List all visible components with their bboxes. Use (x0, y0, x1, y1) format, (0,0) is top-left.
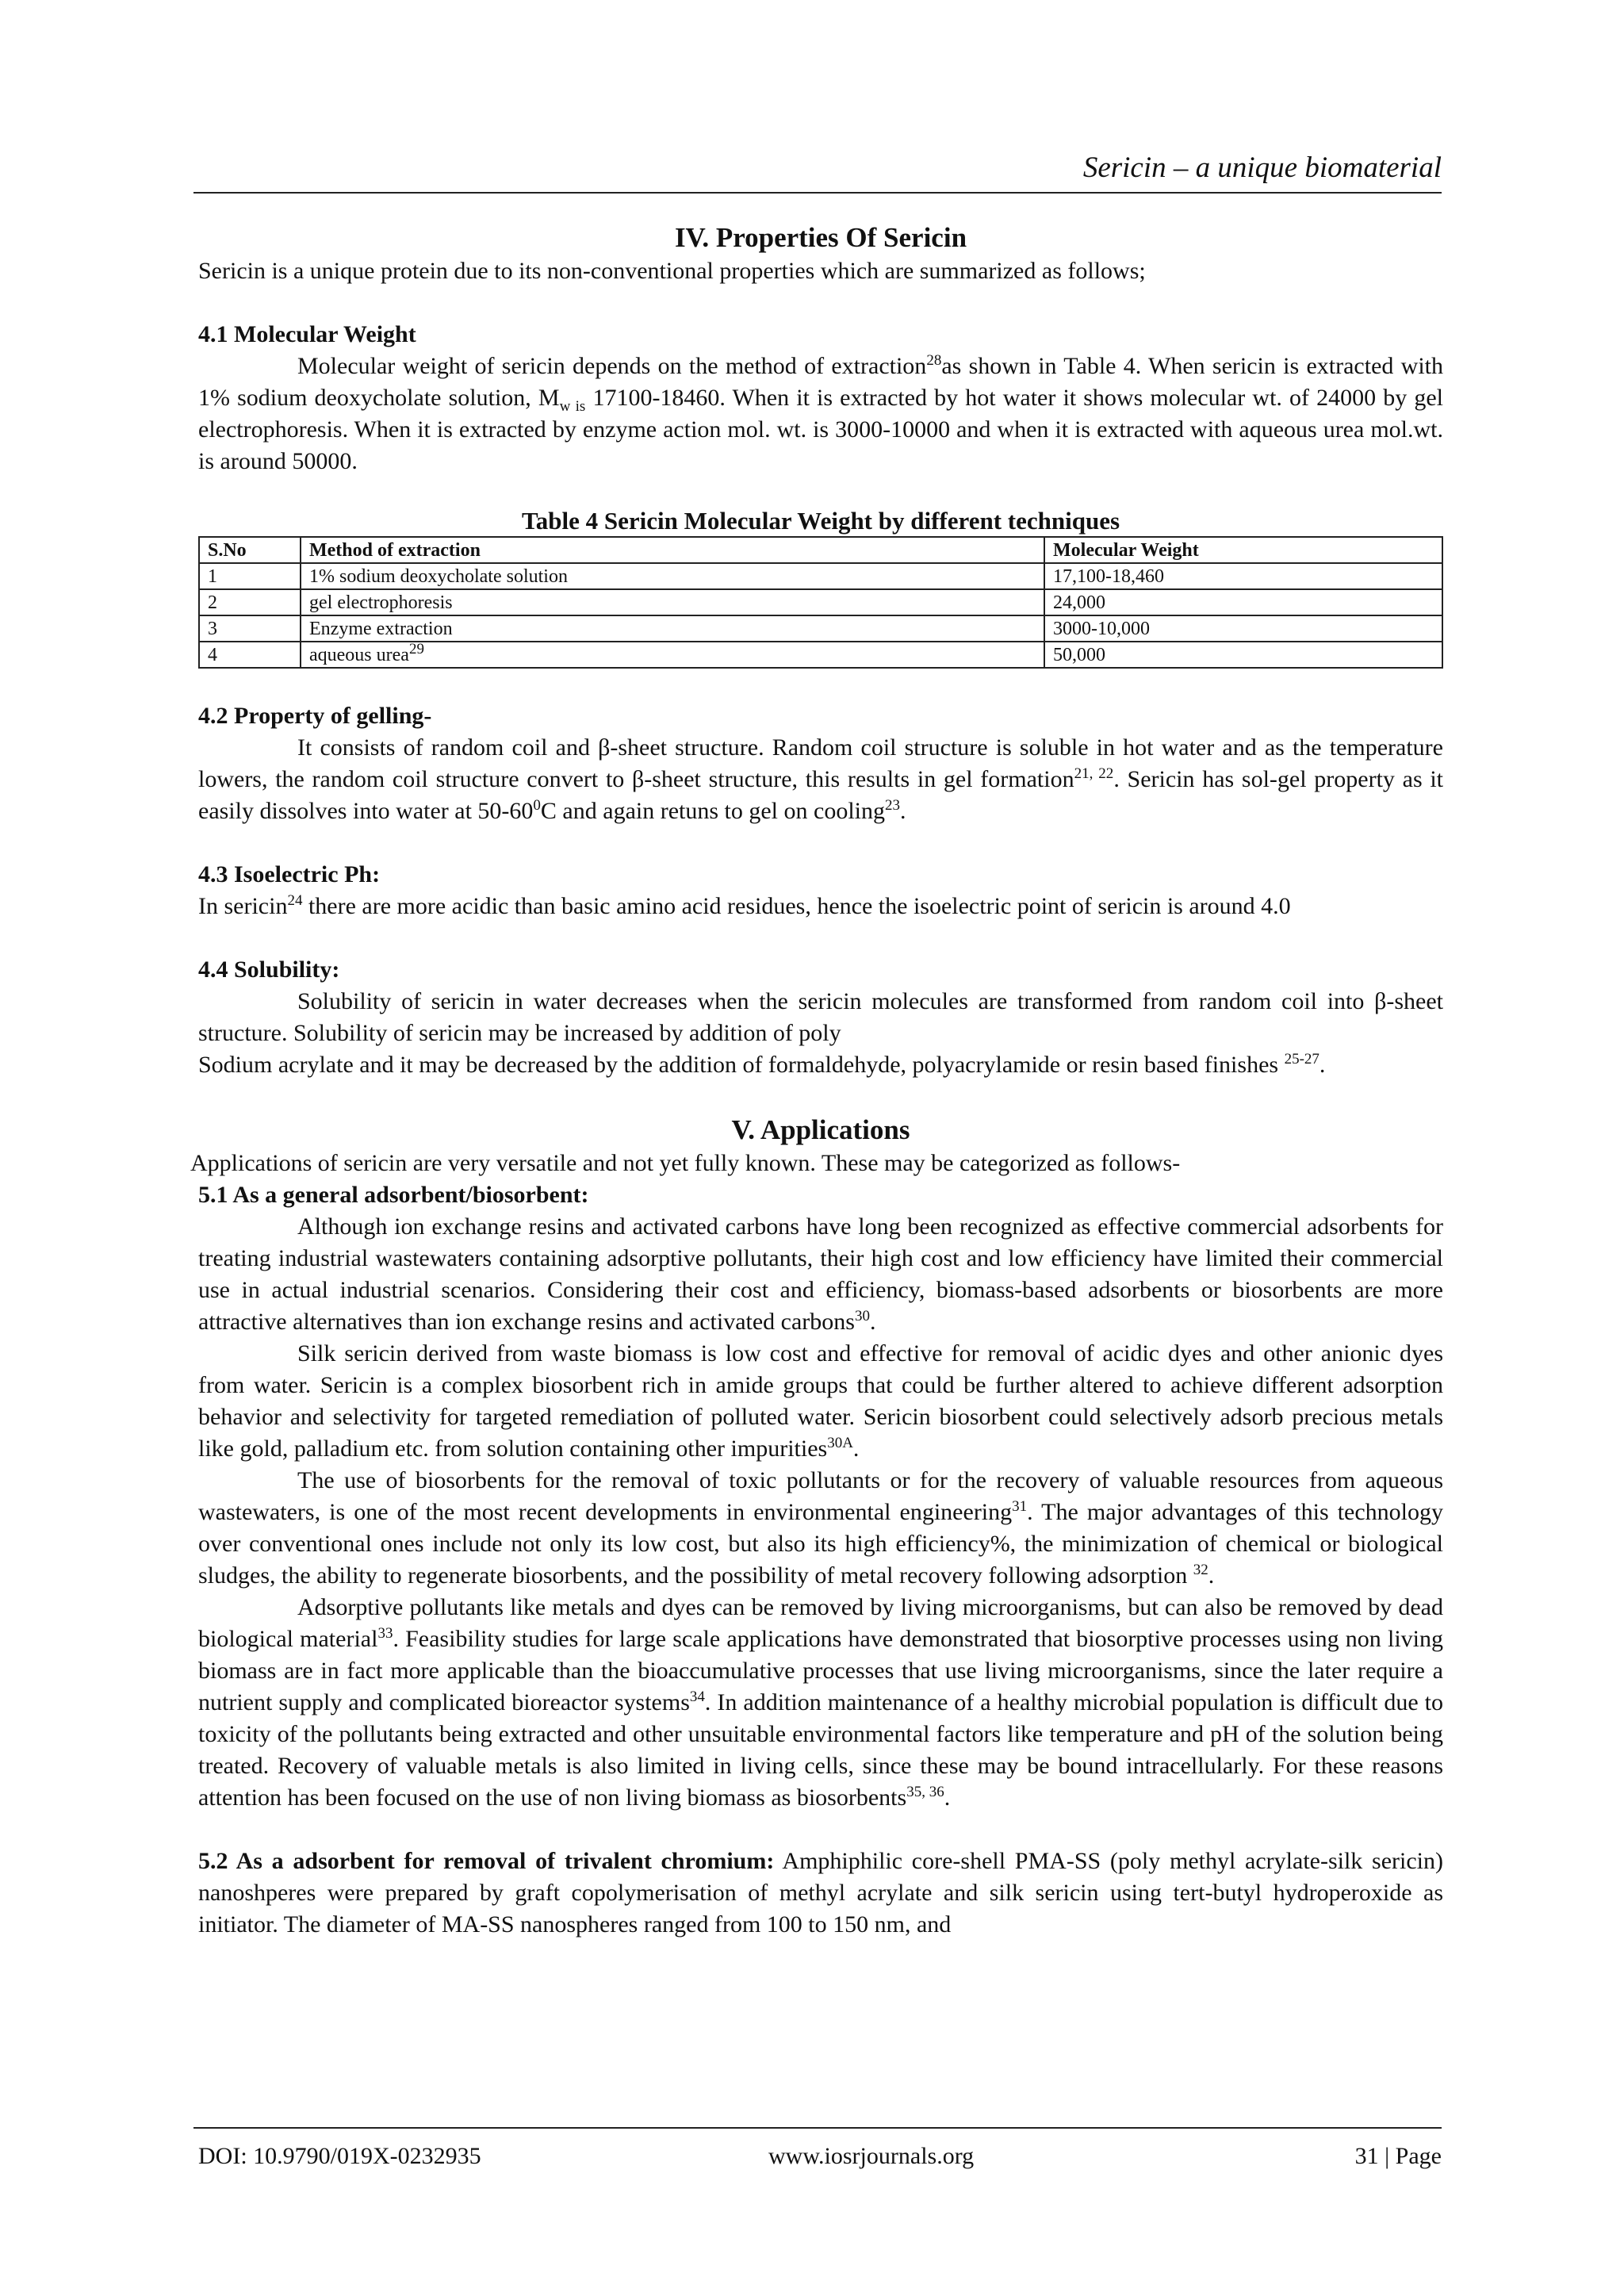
citation[interactable]: 24 (287, 892, 303, 909)
page-content (190, 220, 1444, 1941)
molecular-weight-table (198, 536, 1443, 669)
heading-4-2: 4.2 Property of gelling- (198, 703, 432, 729)
journal-url[interactable]: www.iosrjournals.org (768, 2143, 975, 2169)
paragraph-4-4a: Solubility of sericin in water decreases when the sericin molecules are transformed from random coil into β-sheet structure. Solubility of sericin may be increased by addition of poly (198, 988, 1443, 1046)
header-sno: S.No (199, 537, 301, 563)
cell-sno: 3 (199, 615, 301, 642)
citation[interactable]: 31 (1012, 1498, 1028, 1515)
page-footer (193, 2127, 1442, 2176)
cell-method: Enzyme extraction (301, 615, 1044, 642)
page-number: 31 | Page (1354, 2143, 1442, 2169)
paragraph-5-1-4: Adsorptive pollutants like metals and dyes can be removed by living microorganisms, but can also be removed by dead biological material$^{33}$. Feasibility studies for large scale applications have demonstrated that biosorptive processes using non living biomass are in fact more applicable than the bioaccumulative processes that use living microorganisms, since the later require a nutrient supply and complicated bioreactor systems$^{34}$. In addition maintenance of a healthy microbial population is difficult due to toxicity of the pollutants being extracted and other unsuitable environmental factors like temperature and pH of the solution being treated. Recovery of valuable metals is also limited in living cells, since these may be bound intracellularly. For these reasons attention has been focused on the use of non living biomass as biosorbents$^{35, 36}$. (198, 1594, 1444, 1811)
table-row (199, 589, 1442, 615)
cell-weight: 3000-10,000 (1044, 615, 1442, 642)
paragraph-5-1-1: Although ion exchange resins and activated carbons have long been recognized as effective commercial adsorbents for treating industrial wastewaters containing adsorptive pollutants, their high cost and low efficiency have limited their commercial use in actual industrial scenarios. Considering their cost and efficiency, biomass-based adsorbents or biosorbents are more attractive alternatives than ion exchange resins and activated carbons$^{30}$. (198, 1213, 1443, 1335)
citation[interactable]: 30A (827, 1435, 853, 1451)
table-header-row (199, 537, 1442, 563)
cell-sno: 2 (199, 589, 301, 615)
paragraph-4-2: It consists of random coil and β-sheet structure. Random coil structure is soluble in hot water and as the temperature lowers, the random coil structure convert to β-sheet structure, this results in gel formation$^{21, 22}$. Sericin has sol-gel property as it easily dissolves into water at $50-60^0C$ and again retuns to gel on cooling$^{23}$. (198, 734, 1443, 824)
paragraph-5-2: 5.2 As a adsorbent for removal of trivalent chromium: Amphiphilic core-shell PMA-SS (poly methyl acrylate-silk sericin) nanoshperes were prepared by graft copolymerisation of methyl acrylate and silk sericin using tert-butyl hydroperoxide as initiator. The diameter of MA-SS nanospheres ranged from 100 to 150 nm, and (198, 1848, 1443, 1938)
cell-sno: 4 (199, 642, 301, 668)
citation[interactable]: 23 (885, 797, 900, 814)
heading-4-3: 4.3 Isoelectric Ph: (198, 861, 381, 887)
citation[interactable]: 34 (689, 1688, 705, 1705)
cell-weight: 50,000 (1044, 642, 1442, 668)
paragraph-4-4b: Sodium acrylate and it may be decreased by the addition of formaldehyde, polyacrylamide or resin based finishes $^{25-27}$. (198, 1051, 1326, 1078)
citation[interactable]: 29 (408, 640, 424, 657)
citation[interactable]: 30 (854, 1308, 870, 1324)
heading-5-1: 5.1 As a general adsorbent/biosorbent: (198, 1182, 589, 1208)
header-weight: Molecular Weight (1044, 537, 1442, 563)
running-title: Sericin – a unique biomaterial (1082, 151, 1442, 184)
paragraph-4-1: Molecular weight of sericin depends on the method of extraction$^{28}$as shown in Table 4. When sericin is extracted with 1% sodium deoxycholate solution, $M_{w is}$ 17100-18460. When it is extracted by hot water it shows molecular wt. of 24000 by gel electrophoresis. When it is extracted by enzyme action mol. wt. is 3000-10000 and when it is extracted with aqueous urea mol.wt. is around 50000. (198, 352, 1444, 474)
paragraph-4-3: In sericin$^{24}$ there are more acidic than basic amino acid residues, hence the isoelectric point of sericin is around 4.0 (198, 892, 1291, 919)
heading-5-2: 5.2 As a adsorbent for removal of trivalent chromium: (198, 1848, 775, 1874)
citation[interactable]: 21, 22 (1074, 765, 1114, 782)
citation[interactable]: 28 (926, 352, 942, 369)
heading-4-4: 4.4 Solubility: (198, 956, 340, 983)
page-header (193, 151, 1442, 194)
cell-weight: 24,000 (1044, 589, 1442, 615)
table-row (199, 615, 1442, 642)
citation[interactable]: 33 (377, 1625, 393, 1642)
citation[interactable]: 25-27 (1284, 1051, 1320, 1068)
citation[interactable]: 35, 36 (906, 1784, 944, 1800)
section-4-intro: Sericin is a unique protein due to its non-conventional properties which are summarized as follows; (198, 258, 1146, 284)
section-4-title: IV. Properties Of Sericin (674, 222, 967, 253)
heading-4-1: 4.1 Molecular Weight (198, 321, 416, 347)
table-row (199, 563, 1442, 589)
cell-method: 1% sodium deoxycholate solution (301, 563, 1044, 589)
table-row (199, 642, 1442, 668)
citation[interactable]: 32 (1193, 1562, 1208, 1578)
paragraph-5-1-3: The use of biosorbents for the removal of toxic pollutants or for the recovery of valuable resources from aqueous wastewaters, is one of the most recent developments in environmental engineering$^{31}$. The major advantages of this technology over conventional ones include not only its low cost, but also its high efficiency%, the minimization of chemical or biological sludges, the ability to regenerate biosorbents, and the possibility of metal recovery following adsorption $^{32}$. (198, 1467, 1444, 1589)
paragraph-5-1-2: Silk sericin derived from waste biomass is low cost and effective for removal of acidic dyes and other anionic dyes from water. Sericin is a complex biosorbent rich in amide groups that could be further altered to achieve different adsorption behavior and selectivity for targeted remediation of polluted water. Sericin biosorbent could selectively adsorb precious metals like gold, palladium etc. from solution containing other impurities$^{30A}$. (198, 1340, 1443, 1462)
section-5-title: V. Applications (731, 1114, 910, 1145)
cell-method: aqueous urea$^{29}$ (301, 642, 1044, 668)
header-method: Method of extraction (301, 537, 1044, 563)
cell-method: gel electrophoresis (301, 589, 1044, 615)
cell-weight: 17,100-18,460 (1044, 563, 1442, 589)
cell-sno: 1 (199, 563, 301, 589)
doi-text: DOI: 10.9790/019X-0232935 (198, 2143, 481, 2169)
table-4-caption: Table 4 Sericin Molecular Weight by different techniques (521, 507, 1120, 535)
section-5-intro: Applications of sericin are very versatile and not yet fully known. These may be categorized as follows- (190, 1150, 1181, 1176)
